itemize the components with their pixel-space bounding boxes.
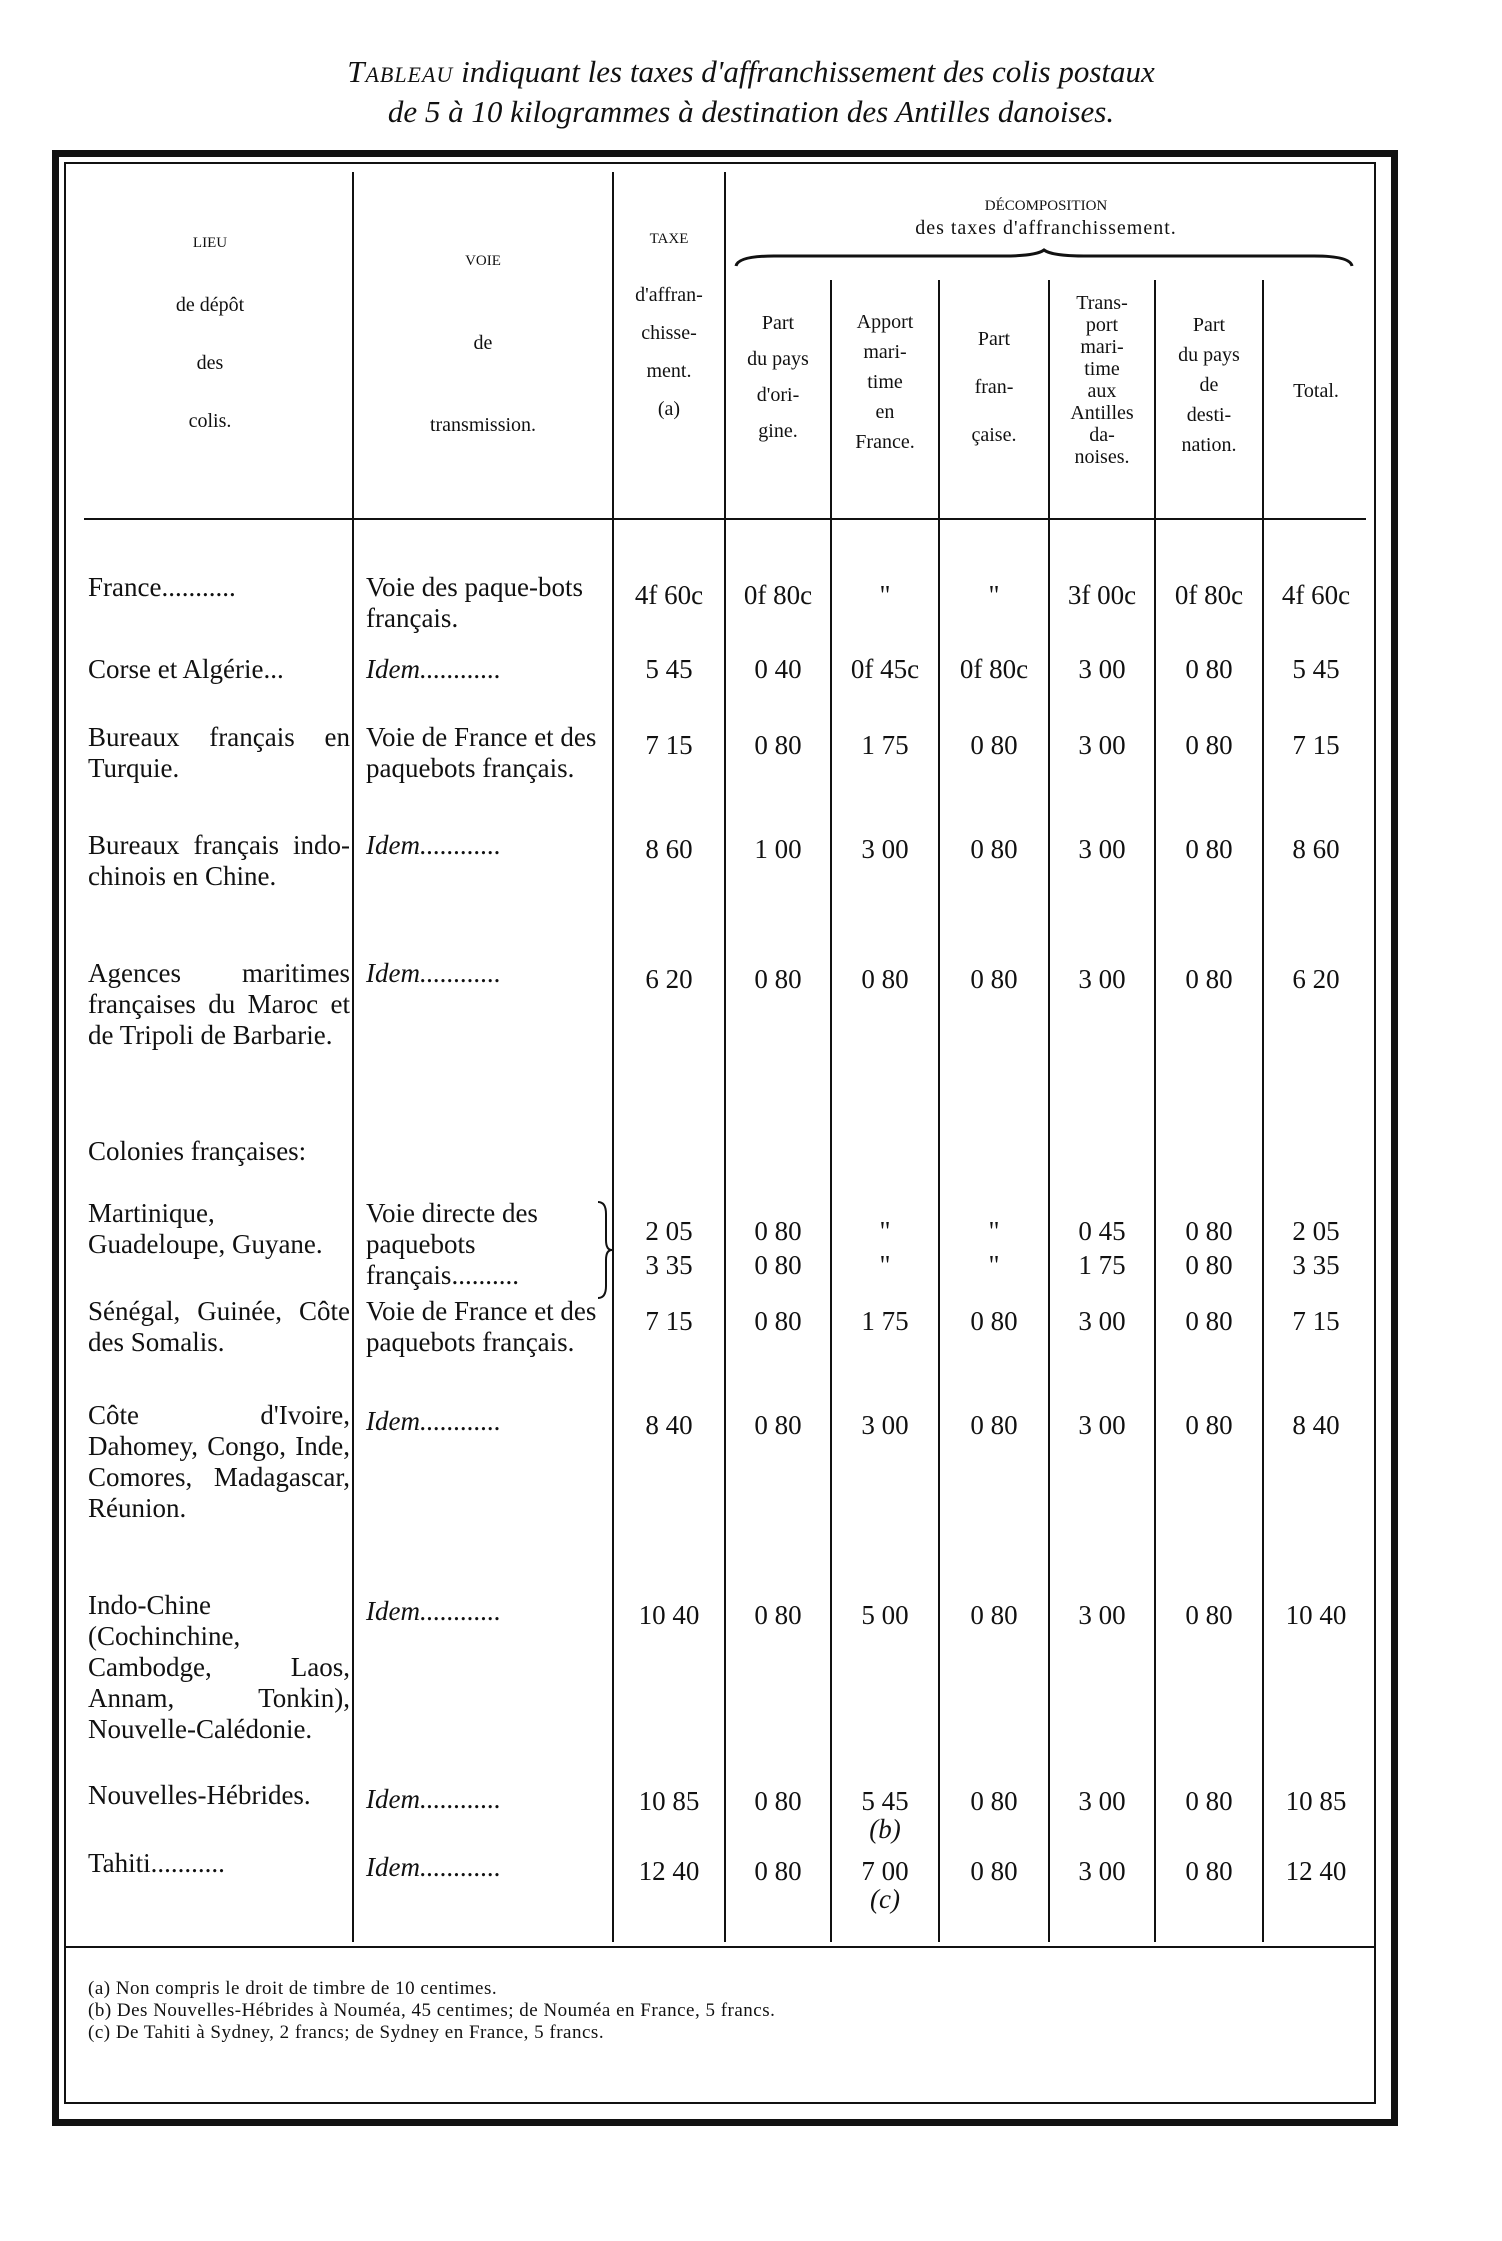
row-france-transport: 3f 00c: [1067, 580, 1137, 610]
row-martinique2-transport: 1 75: [1078, 1250, 1126, 1280]
row-nouvelles-hebrides-voie: Idem............: [366, 1784, 501, 1814]
header-line: nation.: [1181, 434, 1237, 456]
row-indochine-destination: 0 80: [1185, 1600, 1233, 1630]
col-rule-2: [612, 172, 614, 1942]
row-martinique2-origine: 0 80: [754, 1250, 802, 1280]
row-indochine-taxe: 10 40: [638, 1600, 700, 1630]
row-senegal-francaise: 0 80: [970, 1306, 1018, 1336]
row-agences-apport: 0 80: [861, 964, 909, 994]
row-martinique-transport: 0 45: [1078, 1216, 1126, 1246]
title-line-2: de 5 à 10 kilogrammes à destination des Antilles danoises.: [387, 94, 1115, 129]
row-france-taxe: 4f 60c: [634, 580, 704, 610]
header-transport: [1050, 292, 1154, 468]
header-line: aux: [1087, 380, 1117, 402]
row-turquie-taxe: 7 15: [645, 730, 693, 760]
header-line: du pays: [1178, 344, 1240, 366]
header-apport: [832, 310, 938, 454]
row-martinique-destination: 0 80: [1185, 1216, 1233, 1246]
row-chine-lieu: Bureaux français indo-chinois en Chine.: [88, 830, 350, 891]
header-lieu-line: des: [196, 352, 224, 374]
footnote-a: (a) Non compris le droit de timbre de 10 centimes.: [88, 1978, 498, 1999]
header-line: mari-: [1080, 336, 1124, 358]
row-nouvelles-hebrides-apport: 5 45: [861, 1786, 909, 1816]
header-lieu-line: de dépôt: [175, 294, 245, 316]
row-corse-destination: 0 80: [1185, 654, 1233, 684]
row-nouvelles-hebrides-transport: 3 00: [1078, 1786, 1126, 1816]
row-tahiti-destination: 0 80: [1185, 1856, 1233, 1886]
row-corse-taxe: 5 45: [645, 654, 693, 684]
col-rule-5: [938, 280, 940, 1942]
header-lieu: [70, 230, 350, 434]
row-martinique-apport: ": [879, 1216, 891, 1246]
row-corse-transport: 3 00: [1078, 654, 1126, 684]
header-voie-line: de: [473, 332, 493, 354]
header-line: en: [875, 401, 895, 423]
decomposition-brace: [734, 248, 1354, 272]
row-agences-destination: 0 80: [1185, 964, 1233, 994]
row-france-origine: 0f 80c: [743, 580, 813, 610]
header-line: Apport: [856, 311, 914, 333]
row-agences-origine: 0 80: [754, 964, 802, 994]
row-agences-francaise: 0 80: [970, 964, 1018, 994]
row-nouvelles-hebrides-apport-note: (b): [869, 1814, 901, 1844]
row-agences-transport: 3 00: [1078, 964, 1126, 994]
row-cote-ivoire-voie: Idem............: [366, 1406, 501, 1436]
row-turquie-lieu: Bureaux français en Turquie.: [88, 722, 350, 783]
row-senegal-destination: 0 80: [1185, 1306, 1233, 1336]
col-rule-4: [830, 280, 832, 1942]
header-line: time: [867, 371, 903, 393]
row-martinique-origine: 0 80: [754, 1216, 802, 1246]
row-turquie-voie: Voie de France et des paquebots français.: [366, 722, 597, 783]
row-cote-ivoire-transport: 3 00: [1078, 1410, 1126, 1440]
row-cote-ivoire-destination: 0 80: [1185, 1410, 1233, 1440]
row-chine-total: 8 60: [1292, 834, 1340, 864]
row-corse-total: 5 45: [1292, 654, 1340, 684]
row-turquie-total: 7 15: [1292, 730, 1340, 760]
header-line: da-: [1089, 424, 1115, 446]
header-part-francaise: [940, 326, 1048, 448]
footer-rule: [64, 1946, 1376, 1948]
row-cote-ivoire-francaise: 0 80: [970, 1410, 1018, 1440]
row-chine-taxe: 8 60: [645, 834, 693, 864]
table-title: [0, 52, 1502, 132]
row-tahiti-apport-note: (c): [870, 1884, 900, 1914]
header-rule: [84, 518, 1366, 520]
row-senegal-lieu: Sénégal, Guinée, Côte des Somalis.: [88, 1296, 350, 1357]
header-line: Total.: [1293, 380, 1339, 402]
row-nouvelles-hebrides-origine: 0 80: [754, 1786, 802, 1816]
row-chine-apport: 3 00: [861, 834, 909, 864]
section-colonies-heading: Colonies françaises:: [88, 1136, 307, 1166]
col-rule-1: [352, 172, 354, 1942]
row-agences-total: 6 20: [1292, 964, 1340, 994]
header-line: gine.: [758, 420, 798, 442]
row-martinique2-total: 3 35: [1292, 1250, 1340, 1280]
row-chine-voie: Idem............: [366, 830, 501, 860]
row-corse-francaise: 0f 80c: [959, 654, 1029, 684]
title-line-1: [0, 52, 1502, 92]
row-nouvelles-hebrides-total: 10 85: [1285, 1786, 1347, 1816]
header-line: de: [1199, 374, 1219, 396]
header-taxe-line: TAXE: [649, 231, 689, 247]
header-taxe-line: ment.: [646, 360, 692, 382]
row-france-voie: Voie des paque-bots français.: [366, 572, 583, 633]
header-voie: [356, 248, 610, 438]
header-line: Trans-: [1076, 292, 1128, 314]
row-tahiti-origine: 0 80: [754, 1856, 802, 1886]
title-line-1-rest: indiquant les taxes d'affranchissement des colis postaux: [453, 54, 1155, 89]
row-turquie-francaise: 0 80: [970, 730, 1018, 760]
header-decomposition: [726, 196, 1366, 240]
row-indochine-origine: 0 80: [754, 1600, 802, 1630]
header-line: Antilles: [1070, 402, 1134, 424]
header-line: time: [1084, 358, 1120, 380]
header-line: Part: [977, 328, 1011, 350]
row-martinique2-francaise: ": [988, 1250, 1000, 1280]
header-line: noises.: [1074, 446, 1130, 468]
row-corse-origine: 0 40: [754, 654, 802, 684]
col-rule-6: [1048, 280, 1050, 1942]
row-chine-origine: 1 00: [754, 834, 802, 864]
header-line: desti-: [1186, 404, 1232, 426]
row-martinique-taxe: 2 05: [645, 1216, 693, 1246]
row-martinique-total: 2 05: [1292, 1216, 1340, 1246]
row-cote-ivoire-total: 8 40: [1292, 1410, 1340, 1440]
row-cote-ivoire-taxe: 8 40: [645, 1410, 693, 1440]
header-taxe: [614, 226, 724, 422]
row-corse-apport: 0f 45c: [850, 654, 920, 684]
row-agences-voie: Idem............: [366, 958, 501, 988]
header-line: mari-: [863, 341, 907, 363]
row-france-francaise: ": [988, 580, 1000, 610]
row-turquie-transport: 3 00: [1078, 730, 1126, 760]
row-corse-lieu: Corse et Algérie...: [88, 654, 284, 684]
header-line: Part: [761, 312, 795, 334]
row-nouvelles-hebrides-taxe: 10 85: [638, 1786, 700, 1816]
row-martinique-francaise: ": [988, 1216, 1000, 1246]
header-taxe-line: d'affran-: [635, 284, 703, 306]
martinique-brace: [596, 1200, 614, 1300]
row-tahiti-lieu: Tahiti...........: [88, 1848, 225, 1878]
row-senegal-total: 7 15: [1292, 1306, 1340, 1336]
header-decomposition-line: des taxes d'affranchissement.: [915, 217, 1177, 239]
footnote-b: (b) Des Nouvelles-Hébrides à Nouméa, 45 centimes; de Nouméa en France, 5 francs.: [88, 2000, 776, 2021]
header-line: Part: [1192, 314, 1226, 336]
header-total: [1264, 378, 1368, 404]
row-cote-ivoire-lieu: Côte d'Ivoire, Dahomey, Congo, Inde, Comores, Madagascar, Réunion.: [88, 1400, 350, 1523]
row-tahiti-transport: 3 00: [1078, 1856, 1126, 1886]
row-indochine-francaise: 0 80: [970, 1600, 1018, 1630]
header-taxe-line: chisse-: [641, 322, 697, 344]
header-voie-line: VOIE: [465, 253, 501, 269]
footnote-c: (c) De Tahiti à Sydney, 2 francs; de Sydney en France, 5 francs.: [88, 2022, 605, 2043]
row-cote-ivoire-apport: 3 00: [861, 1410, 909, 1440]
row-tahiti-francaise: 0 80: [970, 1856, 1018, 1886]
row-chine-destination: 0 80: [1185, 834, 1233, 864]
header-part-destination: [1156, 312, 1262, 458]
row-senegal-voie: Voie de France et des paquebots français.: [366, 1296, 597, 1357]
header-line: France.: [855, 431, 915, 453]
title-caps: Tableau: [347, 54, 454, 89]
row-senegal-taxe: 7 15: [645, 1306, 693, 1336]
header-decomposition-line: DÉCOMPOSITION: [984, 198, 1108, 214]
row-corse-voie: Idem............: [366, 654, 501, 684]
row-nouvelles-hebrides-lieu: Nouvelles-Hébrides.: [88, 1780, 311, 1810]
row-nouvelles-hebrides-destination: 0 80: [1185, 1786, 1233, 1816]
row-turquie-destination: 0 80: [1185, 730, 1233, 760]
header-lieu-line: colis.: [188, 410, 232, 432]
row-tahiti-voie: Idem............: [366, 1852, 501, 1882]
row-france-lieu: France...........: [88, 572, 236, 602]
row-tahiti-taxe: 12 40: [638, 1856, 700, 1886]
row-martinique2-apport: ": [879, 1250, 891, 1280]
row-tahiti-apport: 7 00: [861, 1856, 909, 1886]
row-tahiti-total: 12 40: [1285, 1856, 1347, 1886]
row-agences-lieu: Agences maritimes françaises du Maroc et de Tripoli de Barbarie.: [88, 958, 350, 1050]
row-nouvelles-hebrides-francaise: 0 80: [970, 1786, 1018, 1816]
row-cote-ivoire-origine: 0 80: [754, 1410, 802, 1440]
row-indochine-apport: 5 00: [861, 1600, 909, 1630]
row-turquie-apport: 1 75: [861, 730, 909, 760]
footnotes: [88, 1978, 775, 2044]
col-rule-7: [1154, 280, 1156, 1942]
row-chine-francaise: 0 80: [970, 834, 1018, 864]
row-chine-transport: 3 00: [1078, 834, 1126, 864]
header-part-origine: [726, 310, 830, 444]
row-turquie-origine: 0 80: [754, 730, 802, 760]
row-france-total: 4f 60c: [1281, 580, 1351, 610]
header-line: çaise.: [971, 424, 1017, 446]
header-line: d'ori-: [756, 384, 800, 406]
header-line: fran-: [974, 376, 1014, 398]
header-line: port: [1085, 314, 1119, 336]
row-martinique-voie: Voie directe des paquebots français..........: [366, 1198, 538, 1290]
row-france-destination: 0f 80c: [1174, 580, 1244, 610]
row-martinique2-taxe: 3 35: [645, 1250, 693, 1280]
row-indochine-lieu: Indo-Chine (Cochinchine, Cambodge, Laos, Annam, Tonkin), Nouvelle-Calédonie.: [88, 1590, 350, 1744]
row-martinique2-destination: 0 80: [1185, 1250, 1233, 1280]
row-agences-taxe: 6 20: [645, 964, 693, 994]
row-martinique-lieu: Martinique, Guadeloupe, Guyane.: [88, 1198, 323, 1259]
row-senegal-transport: 3 00: [1078, 1306, 1126, 1336]
row-indochine-total: 10 40: [1285, 1600, 1347, 1630]
header-lieu-line: LIEU: [192, 235, 228, 251]
row-senegal-apport: 1 75: [861, 1306, 909, 1336]
row-senegal-origine: 0 80: [754, 1306, 802, 1336]
header-line: du pays: [747, 348, 809, 370]
header-taxe-line: (a): [657, 398, 681, 420]
row-france-apport: ": [879, 580, 891, 610]
row-indochine-transport: 3 00: [1078, 1600, 1126, 1630]
row-indochine-voie: Idem............: [366, 1596, 501, 1626]
header-voie-line: transmission.: [429, 414, 537, 436]
col-rule-8: [1262, 280, 1264, 1942]
